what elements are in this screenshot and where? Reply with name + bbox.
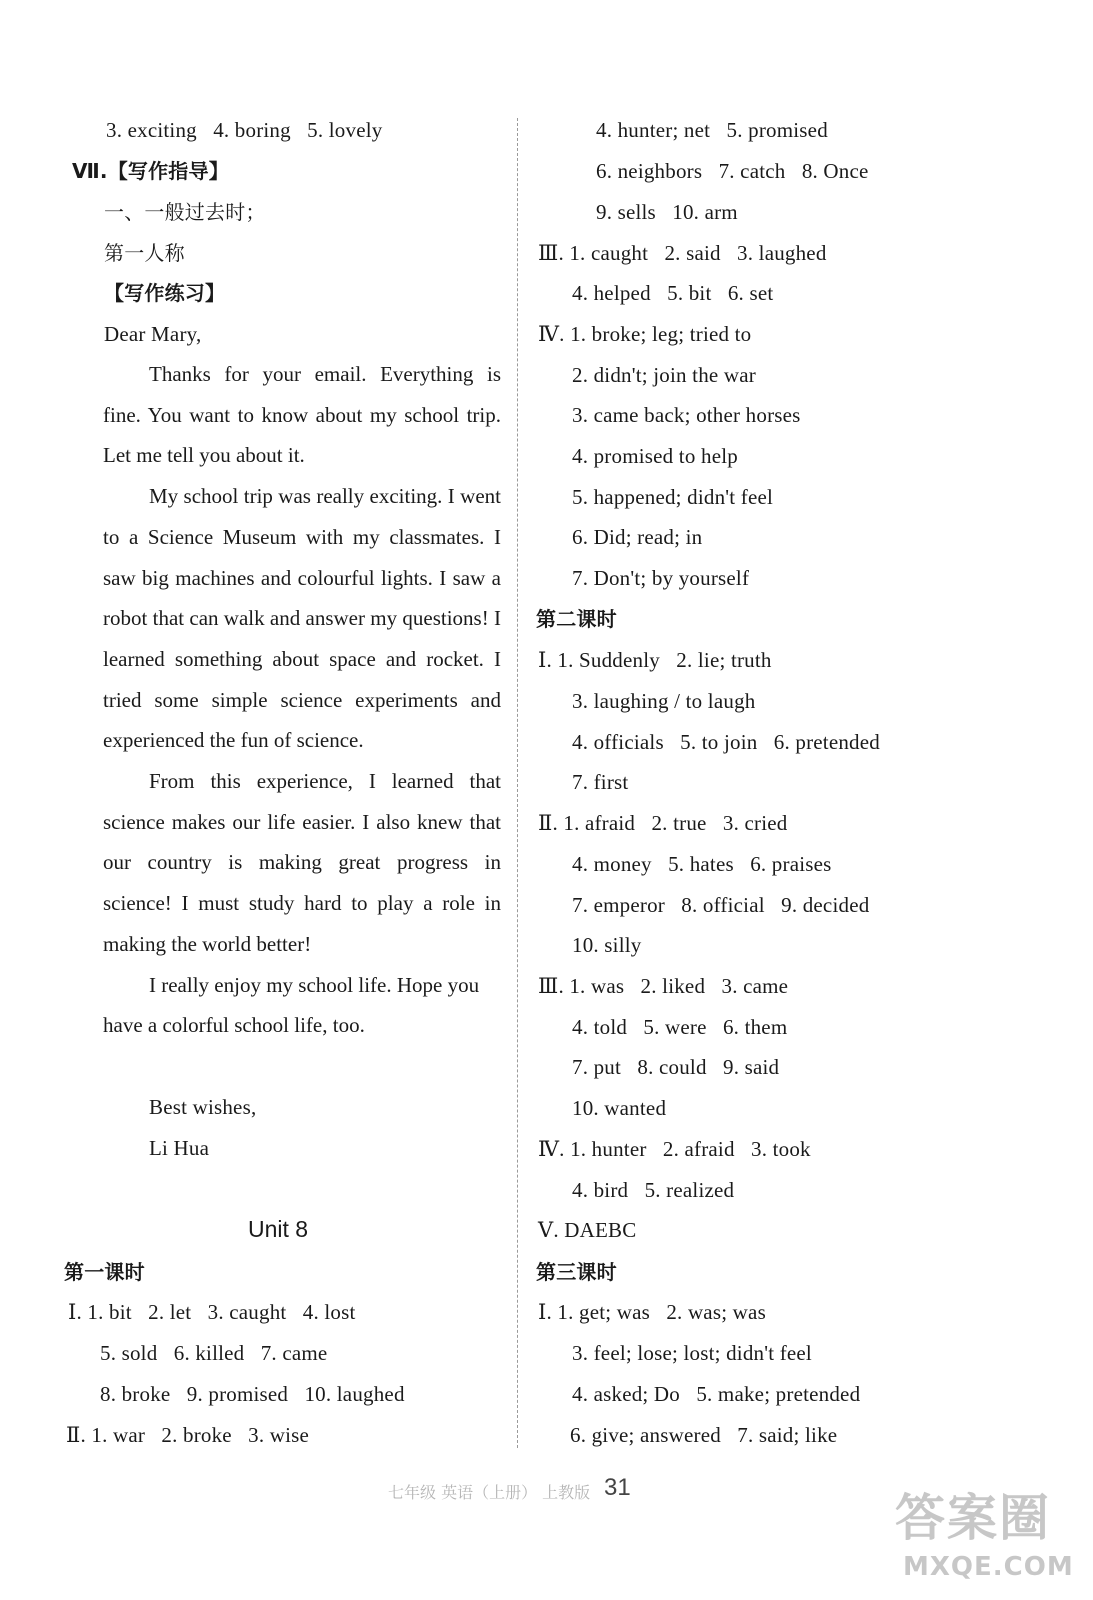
footer-subject: 七年级 英语（上册） 上教版: [388, 1483, 591, 1502]
answer-line: 7. first: [572, 770, 629, 794]
answer-line: Ⅰ. 1. bit 2. let 3. caught 4. lost: [68, 1300, 356, 1324]
answer-line: 6. neighbors 7. catch 8. Once: [596, 159, 869, 183]
answer-line: 4. money 5. hates 6. praises: [572, 852, 832, 876]
section-heading-writing-guide: Ⅶ.【写作指导】: [72, 159, 229, 183]
answer-line: 3. exciting 4. boring 5. lovely: [106, 118, 383, 142]
letter-salutation: Dear Mary,: [104, 322, 202, 346]
answer-line: Ⅱ. 1. war 2. broke 3. wise: [66, 1423, 310, 1447]
answer-line: 3. laughing / to laugh: [572, 689, 756, 713]
letter-closing: Best wishes,: [149, 1095, 257, 1119]
guide-person: 第一人称: [104, 241, 185, 265]
answer-line: 7. put 8. could 9. said: [572, 1055, 780, 1079]
answer-line: 4. bird 5. realized: [572, 1178, 735, 1202]
answer-line: 7. emperor 8. official 9. decided: [572, 893, 870, 917]
page-number: 31: [604, 1474, 631, 1501]
answer-line: 3. came back; other horses: [572, 403, 801, 427]
answer-line: 3. feel; lose; lost; didn't feel: [572, 1341, 812, 1365]
answer-line: Ⅲ. 1. was 2. liked 3. came: [538, 974, 789, 998]
answer-line: 7. Don't; by yourself: [572, 566, 750, 590]
answer-line: 5. happened; didn't feel: [572, 485, 774, 509]
answer-line: 4. promised to help: [572, 444, 738, 468]
answer-line: Ⅰ. 1. Suddenly 2. lie; truth: [538, 648, 772, 672]
answer-line: Ⅲ. 1. caught 2. said 3. laughed: [538, 241, 827, 265]
guide-tense: 一、一般过去时；: [104, 200, 266, 224]
column-divider: [517, 118, 518, 1448]
letter-body: [103, 354, 501, 1046]
answer-line: Ⅳ. 1. broke; leg; tried to: [538, 322, 752, 346]
watermark-logo: 答案圈: [895, 1489, 1051, 1547]
answer-line: 5. sold 6. killed 7. came: [100, 1341, 328, 1365]
answer-line: 2. didn't; join the war: [572, 363, 756, 387]
letter-signature: Li Hua: [149, 1136, 210, 1160]
letter-paragraph: My school trip was really exciting. I went to a Science Museum with my classmates. I saw big machines and colourful lights. I saw a robot that can walk and answer my questions! I learned something about space and rocket. I tried some simple science experiments and experienced the fun of science.: [103, 484, 501, 753]
answer-line: 4. told 5. were 6. them: [572, 1015, 788, 1039]
answer-line: 6. Did; read; in: [572, 525, 703, 549]
unit-title: Unit 8: [248, 1216, 309, 1242]
lesson-heading: 第一课时: [64, 1260, 145, 1284]
answer-line: 10. wanted: [572, 1096, 667, 1120]
answer-line: Ⅱ. 1. afraid 2. true 3. cried: [538, 811, 788, 835]
answer-line: 4. hunter; net 5. promised: [596, 118, 828, 142]
answer-line: 4. asked; Do 5. make; pretended: [572, 1382, 861, 1406]
answer-line: Ⅳ. 1. hunter 2. afraid 3. took: [538, 1137, 811, 1161]
section-heading-writing-practice: 【写作练习】: [104, 281, 226, 305]
answer-line: Ⅰ. 1. get; was 2. was; was: [538, 1300, 766, 1324]
letter-paragraph: From this experience, I learned that science makes our life easier. I also knew that our country is making great progress in science! I must study hard to play a role in making the world better!: [103, 769, 501, 956]
answer-line: 4. helped 5. bit 6. set: [572, 281, 774, 305]
answer-line: 6. give; answered 7. said; like: [570, 1423, 838, 1447]
answer-line: 4. officials 5. to join 6. pretended: [572, 730, 880, 754]
watermark-url: MXQE.COM: [903, 1552, 1074, 1582]
answer-line: 10. silly: [572, 933, 642, 957]
watermark: [895, 1478, 1085, 1593]
answer-line: 9. sells 10. arm: [596, 200, 738, 224]
answer-line: 8. broke 9. promised 10. laughed: [100, 1382, 405, 1406]
lesson-heading: 第二课时: [536, 607, 617, 631]
answer-line: Ⅴ. DAEBC: [538, 1218, 637, 1242]
letter-paragraph: I really enjoy my school life. Hope you have a colorful school life, too.: [103, 972, 480, 1038]
lesson-heading: 第三课时: [536, 1260, 617, 1284]
letter-paragraph: Thanks for your email. Everything is fine. You want to know about my school trip. Let me tell you about it.: [103, 362, 501, 468]
